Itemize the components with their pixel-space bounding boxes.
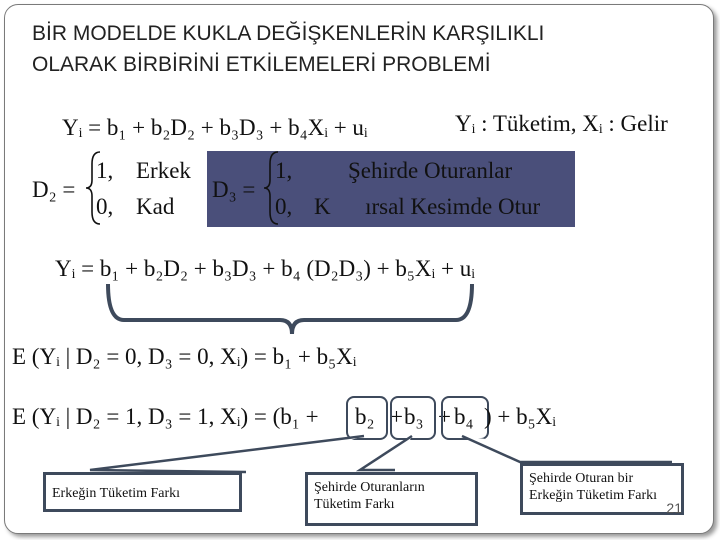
callout-city-male-difference: Şehirde Oturan bir Erkeğin Tüketim Farkı — [520, 463, 684, 515]
d2-case-1-label: Erkek — [136, 158, 191, 183]
model-equation-2: Yᵢ = b₁ + b₂D₂ + b₃D₃ + b₄ (D₂D₃) + b₅Xᵢ + uᵢ — [55, 256, 476, 281]
d2-case-1-value: 1, — [96, 158, 114, 183]
d3-case-1-value: 1, — [275, 158, 293, 183]
slide-title: BİR MODELDE KUKLA DEĞİŞKENLERİN KARŞILIKLI OLARAK BİRBİRİNİ ETKİLEMELERİ PROBLEMİ — [32, 22, 545, 76]
expectation-2-b4: b₄ — [454, 404, 474, 429]
d3-case-0-value: 0, — [275, 194, 293, 219]
d3-case-0-label: K ırsal Kesimde Otur — [314, 194, 541, 219]
callout-male-difference: Erkeğin Tüketim Farkı — [43, 472, 242, 512]
d2-case-0-label: Kad — [136, 194, 175, 219]
callout-city-difference: Şehirde Oturanların Tüketim Farkı — [305, 472, 478, 526]
page-number: 21 — [666, 500, 682, 516]
d2-case-0-value: 0, — [96, 194, 114, 219]
d3-lhs: D₃ = — [212, 177, 256, 202]
expectation-2-lhs: E (Yᵢ | D₂ = 1, D₃ = 1, Xᵢ) = (b₁ + — [12, 404, 319, 429]
d3-case-1-label: Şehirde Oturanlar — [348, 158, 513, 183]
model-equation-1: Yᵢ = b₁ + b₂D₂ + b₃D₃ + b₄Xᵢ + uᵢ — [62, 115, 368, 140]
d2-lhs: D₂ = — [32, 177, 76, 202]
expectation-1: E (Yᵢ | D₂ = 0, D₃ = 0, Xᵢ) = b₁ + b₅Xᵢ — [12, 344, 357, 369]
expectation-2-plus-2: + — [438, 404, 451, 429]
expectation-2-rhs: ) + b₅Xᵢ — [484, 404, 557, 429]
expectation-2-b3: b₃ — [404, 404, 424, 429]
variable-note: Yᵢ : Tüketim, Xᵢ : Gelir — [455, 111, 668, 136]
expectation-2-plus-1: + — [390, 404, 403, 429]
expectation-2-b2: b₂ — [355, 404, 375, 429]
